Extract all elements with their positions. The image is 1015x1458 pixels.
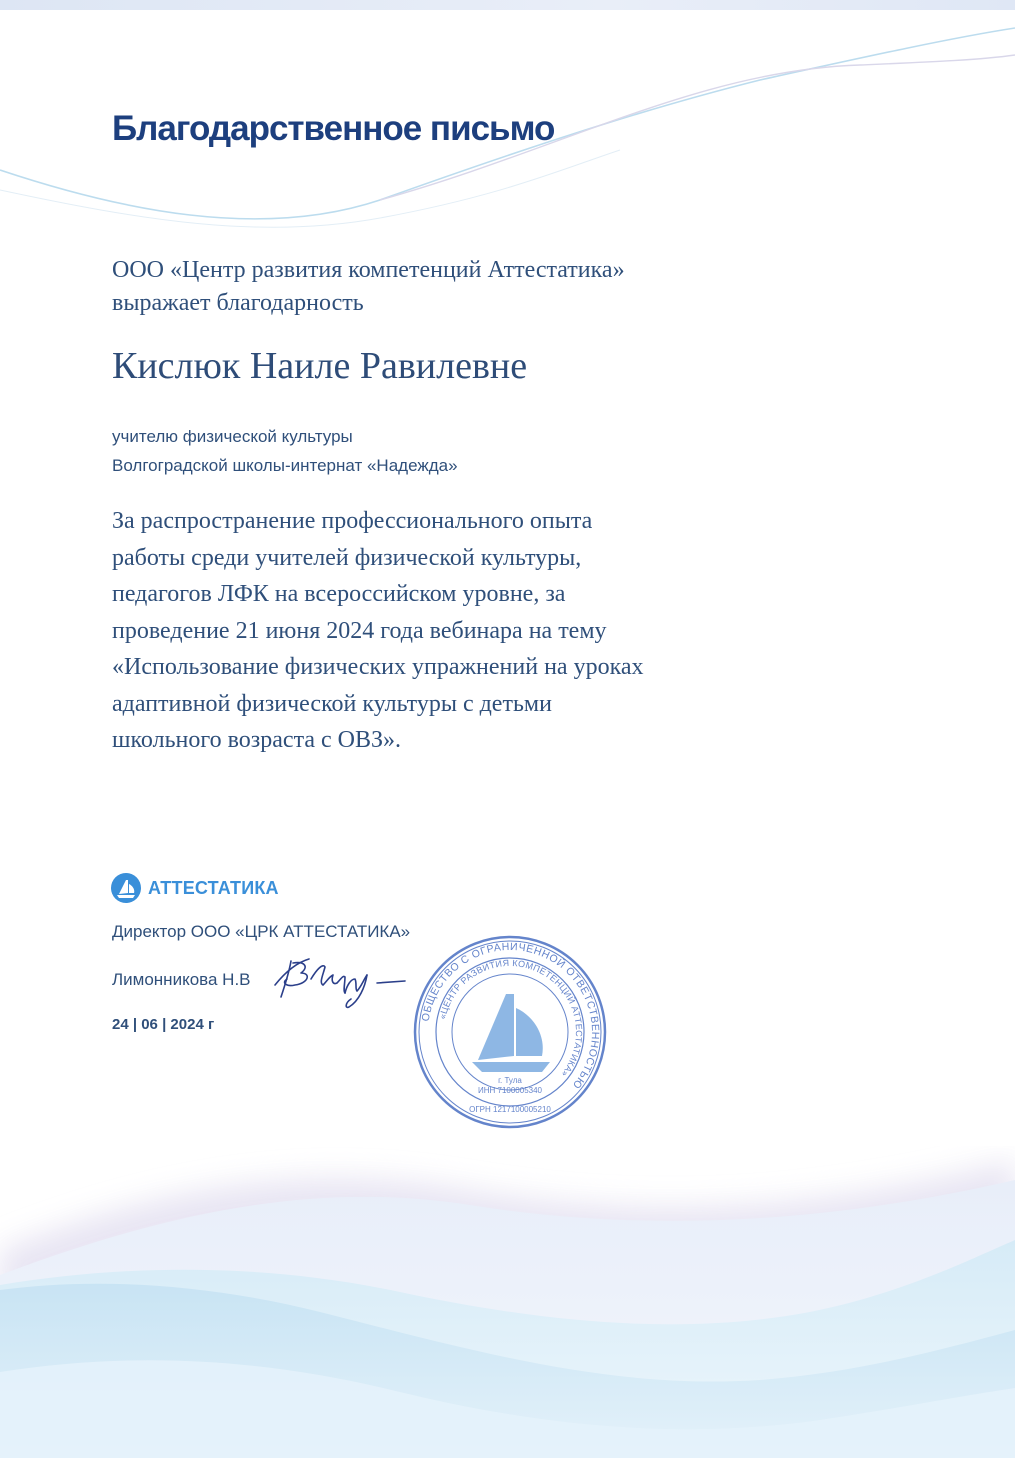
- organization-statement: [112, 254, 752, 320]
- body-line: школьного возраста с ОВЗ».: [112, 727, 402, 753]
- attestatika-logo-icon: [110, 872, 142, 904]
- logo-wordmark: АТТЕСТАТИКА: [148, 877, 279, 898]
- gratitude-phrase: выражает благодарность: [112, 290, 364, 316]
- body-line: адаптивной физической культуры с детьми: [112, 690, 552, 717]
- document-title: Благодарственное письмо: [112, 109, 555, 148]
- seal-outer-text: ОБЩЕСТВО С ОГРАНИЧЕННОЙ ОТВЕТСТВЕННОСТЬЮ: [419, 940, 602, 1092]
- letter-body: [112, 503, 752, 759]
- attestatika-logo: [110, 872, 279, 904]
- issue-date: 24 | 06 | 2024 г: [112, 1016, 215, 1033]
- signer-name: Лимонникова Н.В: [112, 970, 251, 989]
- body-line: педагогов ЛФК на всероссийском уровне, за: [112, 581, 566, 607]
- body-line: «Использование физических упражнений на уроках: [112, 654, 644, 680]
- position-line: учителю физической культуры: [112, 427, 353, 446]
- body-line: проведение 21 июня 2024 года вебинара на тему: [112, 617, 607, 644]
- seal-ogrn: ОГРН 1217100005210: [469, 1105, 551, 1114]
- handwritten-signature: [265, 945, 415, 1015]
- organization-name: ООО «Центр развития компетенций Аттестатика»: [112, 257, 625, 283]
- recipient-position: [112, 422, 458, 480]
- body-line: работы среди учителей физической культуры,: [112, 544, 582, 571]
- seal-inner-text: «ЦЕНТР РАЗВИТИЯ КОМПЕТЕНЦИЙ АТТЕСТАТИКА»: [437, 957, 585, 1079]
- position-line: Волгоградской школы-интернат «Надежда»: [112, 456, 458, 475]
- body-line: За распространение профессионального опыта: [112, 508, 593, 534]
- recipient-name: Кислюк Наиле Равилевне: [112, 345, 528, 387]
- seal-inn: ИНН 7100005340: [477, 1086, 543, 1095]
- official-seal: [410, 932, 610, 1132]
- seal-city: г. Тула: [498, 1076, 522, 1085]
- director-title: Директор ООО «ЦРК АТТЕСТАТИКА»: [112, 922, 411, 941]
